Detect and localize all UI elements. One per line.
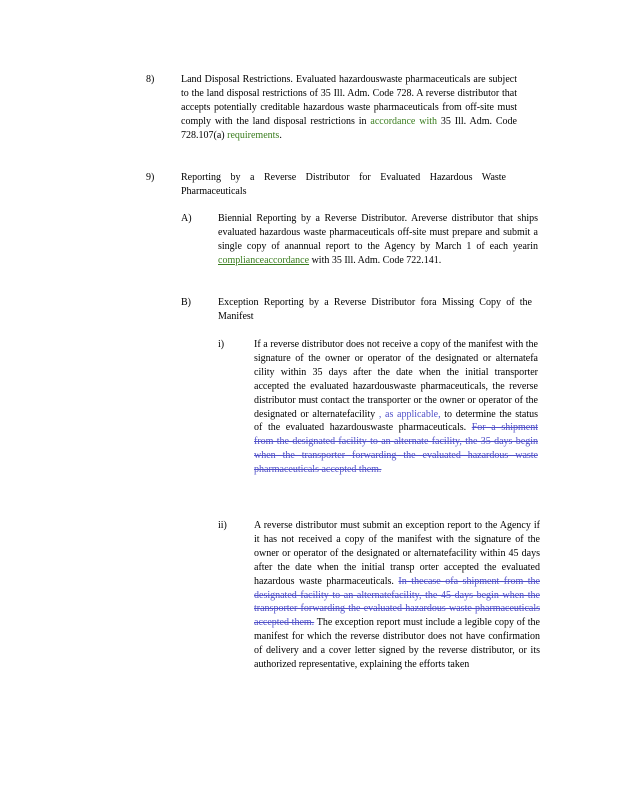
section-8-text-part2: 35 Ill. Adm. Code 728.107(a): [181, 115, 517, 141]
section-8-insertion-2: requirements: [227, 129, 280, 141]
subsection-a-inserted-word: accordance: [264, 254, 310, 266]
subsection-a-text: [218, 212, 538, 268]
section-8-text-part1: Land Disposal Restrictions. Evaluated hazardouswaste pharmaceuticals are subject to the land disposal restrictions of 35 Ill. Adm. Code 728. A reverse distributor that accepts potentially creditable hazardous waste pharmaceuticals from off-site must comply with the land disposal restrictions in: [181, 74, 517, 127]
section-8-number: 8): [146, 74, 155, 85]
item-i-deletion: For a shipment from the designated facility to an alternate facility, the 35 days begin when the transporter forwarding the evaluated hazardous waste pharmaceuticals accepted them.: [254, 422, 538, 476]
item-ii-text-part1: A reverse distributor must submit an exception report to the Agency if it has not received a copy of the manifest with the signature of the owner or operator of the designated or alternatefacility within 45 days after the date when the initial transp orter accepted the evaluated hazardous waste pharmaceuticals.: [254, 520, 540, 587]
item-ii-number: ii): [218, 520, 227, 531]
section-8-text: [181, 73, 517, 143]
item-ii-text-part2: The exception report must include a legible copy of the manifest for which the reverse distributor does not have confirmation of delivery and a cover letter signed by the reverse distributor, or its authorized representative, explaining the efforts taken: [254, 617, 540, 671]
section-9-number: 9): [146, 172, 155, 183]
item-i-text-part2: to determine the status of the evaluated hazardouswaste pharmaceuticals.: [254, 408, 539, 434]
item-i-number: i): [218, 339, 225, 350]
subsection-b-number: B): [181, 297, 191, 308]
subsection-a-deleted-word: compliance: [218, 254, 265, 266]
section-9-title: Reporting by a Reverse Distributor for Evaluated Hazardous Waste Pharmaceuticals: [181, 172, 506, 197]
subsection-a-text-part1: Biennial Reporting by a Reverse Distributor. Areverse distributor that ships evaluated hazardous waste pharmaceuticals off-site must prepare and submit a single copy of anannual report to the Agency by March 1 of each yearin: [218, 213, 538, 252]
item-ii-text: [254, 519, 540, 672]
subsection-b-title: Exception Reporting by a Reverse Distributor fora Missing Copy of the Manifest: [218, 297, 532, 322]
item-i-text-part1: If a reverse distributor does not receive a copy of the manifest with the signature of the owner or operator of the designated or alternatefa cility within 35 days after the date when the initial transporter accepted the evaluated hazardouswaste pharmaceuticals, the reverse distributor must contact the transporter or the owner or operator of the designated or alternatefacility: [254, 339, 538, 420]
item-i-insertion: , as applicable,: [378, 408, 441, 420]
section-8-text-part3: .: [279, 129, 282, 141]
item-ii-deletion: In thecase ofa shipment from the designated facility to an alternatefacility, the 45 days begin when the transporter forwarding the evaluated hazardous waste pharmaceuticals accepted them.: [254, 575, 540, 629]
section-8-insertion-1: accordance with: [370, 115, 438, 127]
subsection-a-text-part2: with 35 Ill. Adm. Code 722.141.: [311, 254, 442, 266]
item-i-text: [254, 338, 538, 477]
subsection-a-number: A): [181, 213, 192, 224]
